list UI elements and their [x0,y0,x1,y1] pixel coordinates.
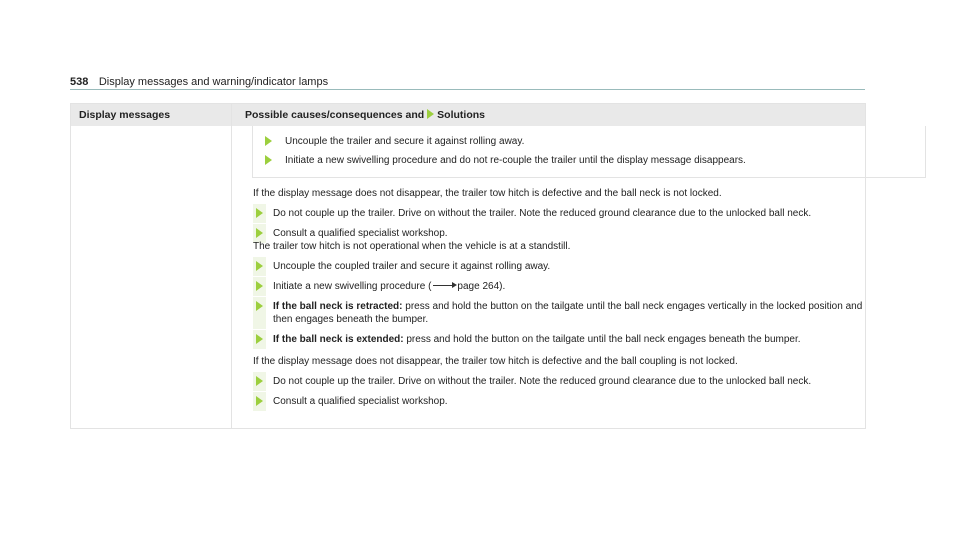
arrow-right-icon [256,261,263,271]
list-item [253,135,925,148]
list-item [253,300,863,326]
page-header [70,72,865,88]
arrow-right-icon [256,301,263,311]
list-item [253,227,863,240]
arrow-right-icon [256,228,263,238]
list-item [253,280,863,293]
table-body [253,126,863,408]
list-item-text: Uncouple the coupled trailer and secure it against rolling away. [273,261,551,272]
causes-label: Possible causes/consequences and [245,109,425,121]
inner-instruction-box [252,126,926,178]
arrow-right-icon [427,109,434,119]
page-reference-arrow-icon [433,285,455,286]
arrow-right-icon [256,334,263,344]
column-header-display-messages: Display messages [79,109,171,121]
header-title: Display messages and warning/indicator lamps [98,76,329,88]
paragraph: If the display message does not disappear, the trailer tow hitch is defective and the ball coupling is not locked. [253,356,738,367]
list-item [253,260,863,273]
header-divider [70,89,865,90]
list-item-text: Initiate a new swivelling procedure ( [273,281,432,292]
list-item-text: Uncouple the trailer and secure it against rolling away. [285,136,525,147]
arrow-right-icon [256,376,263,386]
list-item [253,154,925,167]
arrow-right-icon [256,208,263,218]
list-item [253,395,863,408]
arrow-right-icon [265,136,272,146]
arrow-right-icon [265,155,272,165]
paragraph: If the display message does not disappear, the trailer tow hitch is defective and the ball neck is not locked. [253,188,722,199]
list-item-text: press and hold the button on the tailgate until the ball neck engages beneath the bumper. [403,334,801,345]
table-header [71,104,865,126]
messages-table [70,103,866,429]
solutions-label: Solutions [437,109,486,121]
page-reference-link[interactable]: page 264). [457,281,506,292]
paragraph: The trailer tow hitch is not operational when the vehicle is at a standstill. [253,241,571,252]
column-divider [231,104,232,428]
list-item [253,375,863,388]
list-item-text: Initiate a new swivelling procedure and do not re-couple the trailer until the display message disappears. [285,155,746,166]
arrow-right-icon [256,396,263,406]
page-number: 538 [70,76,89,88]
condition-label: If the ball neck is retracted: [273,301,403,312]
list-item [253,333,863,346]
list-item-text: press and hold the button on the tailgate until the ball neck engages vertically in the locked position and then engages beneath the bumper. [273,301,863,325]
column-header-causes-solutions [245,109,485,121]
condition-label: If the ball neck is extended: [273,334,404,345]
list-item-text: Consult a qualified specialist workshop. [273,396,448,407]
list-item [253,207,863,220]
arrow-right-icon [256,281,263,291]
list-item-text: Do not couple up the trailer. Drive on without the trailer. Note the reduced ground clearance due to the unlocked ball neck. [273,208,812,219]
list-item-text: Consult a qualified specialist workshop. [273,228,448,239]
list-item-text: Do not couple up the trailer. Drive on without the trailer. Note the reduced ground clearance due to the unlocked ball neck. [273,376,812,387]
